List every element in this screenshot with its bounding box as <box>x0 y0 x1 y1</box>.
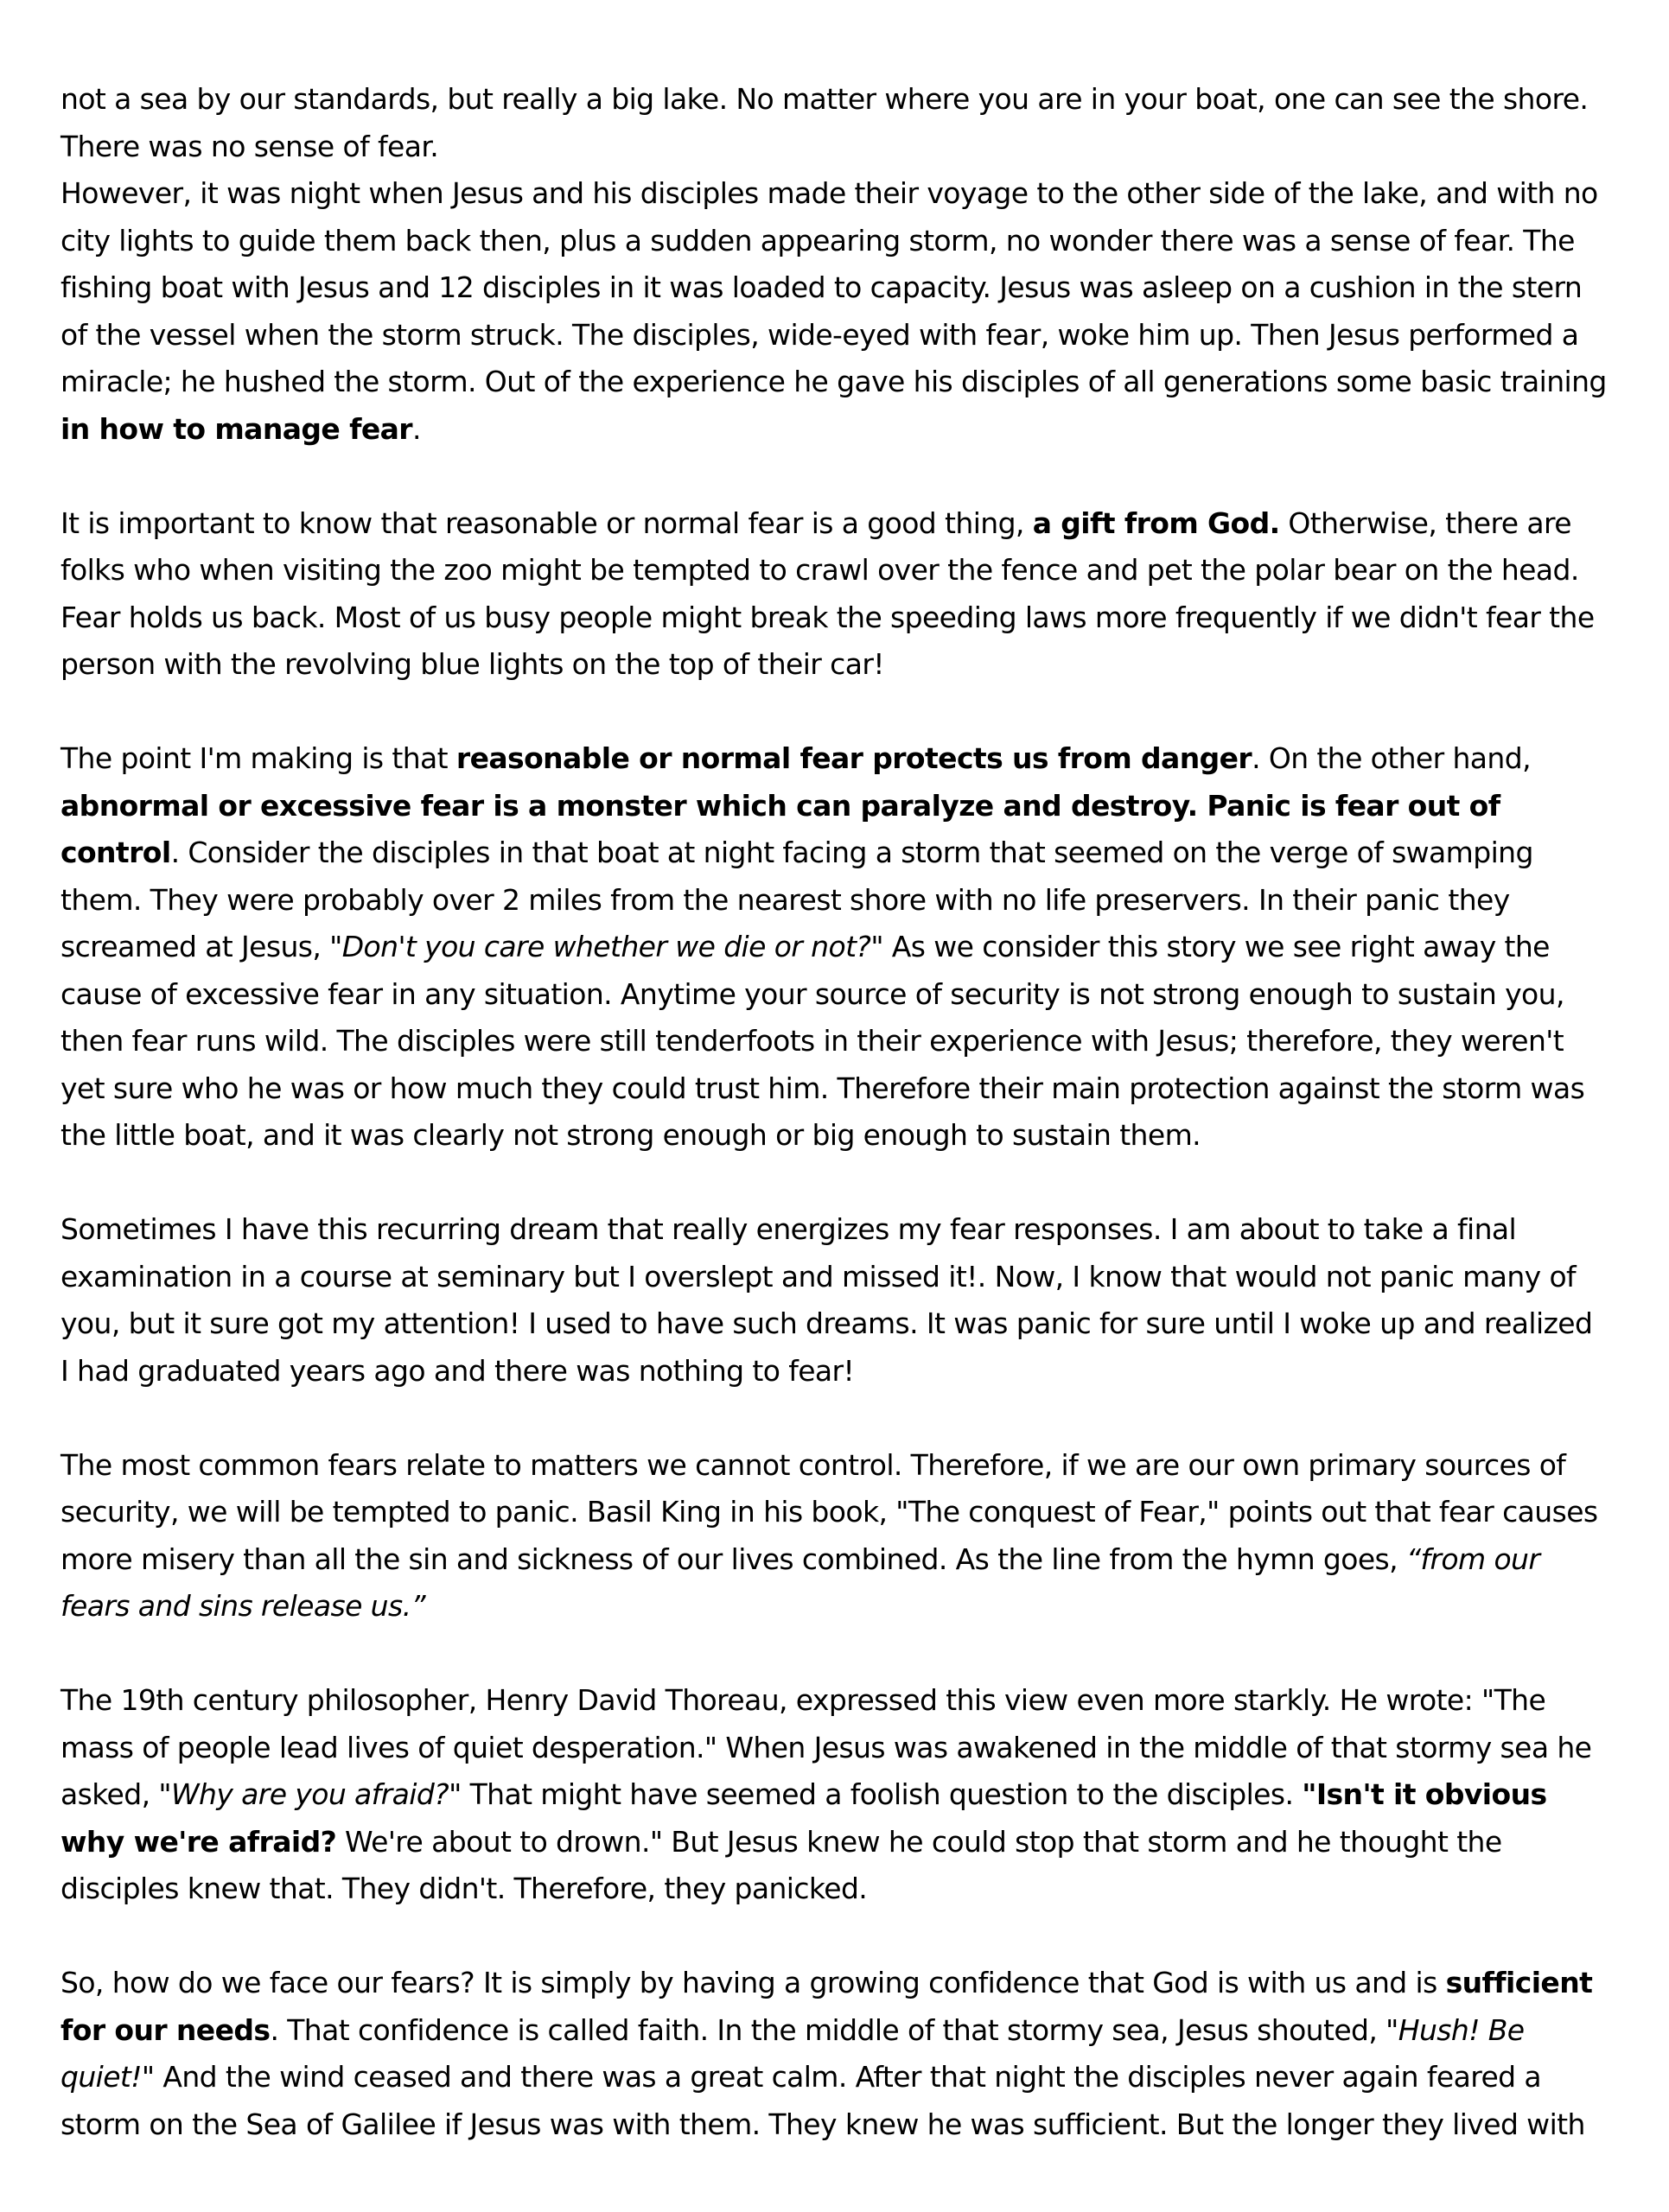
paragraph-2 <box>61 170 1608 453</box>
bold-text-run: abnormal or excessive fear is a monster which can paralyze and destroy. Panic is fear out of control <box>61 788 1500 869</box>
text-run: It is important to know that reasonable or normal fear is a good thing, <box>61 505 1033 540</box>
text-run: not a sea by our standards, but really a big lake. No matter where you are in your boat, one can see the shore. There was no sense of fear. <box>61 82 1589 163</box>
bold-text-run: "Isn't it obvious why we're afraid? <box>61 1777 1547 1859</box>
text-run: The most common fears relate to matters we cannot control. Therefore, if we are our own primary sources of security, we will be tempted to panic. Basil King in his book, "The conquest of Fear," points out that fear causes more misery than all the sin and sickness of our lives combined. As the line from the hymn goes, <box>61 1447 1598 1576</box>
text-run: We're about to drown." But Jesus knew he could stop that storm and he thought the disciples knew that. They didn't. Therefore, they panicked. <box>61 1824 1502 1905</box>
bold-text-run: a gift from God. <box>1032 505 1280 540</box>
paragraph-4 <box>61 735 1608 1160</box>
text-run: So, how do we face our fears? It is simply by having a growing confidence that God is with us and is <box>61 1966 1446 1999</box>
italic-text-run: "Hush! Be quiet!" <box>61 2012 1525 2094</box>
text-run: . That confidence is called faith. In the middle of that stormy sea, Jesus shouted, <box>270 2012 1386 2047</box>
bold-text-run: sufficient for our needs <box>61 1966 1593 2047</box>
paragraph-7 <box>61 1677 1608 1913</box>
text-run: Otherwise, there are folks who when visiting the zoo might be tempted to crawl over the fence and pet the polar bear on the head. Fear holds us back. Most of us busy people might break the speeding laws more frequently if we didn't fear the person with the revolving blue lights on the top of their car! <box>61 505 1595 681</box>
text-run: Sometimes I have this recurring dream that really energizes my fear responses. I am about to take a final examination in a course at seminary but I overslept and missed it!. Now, I know that would not panic many of you, but it sure got my attention! I used to have such dreams. It was panic for sure until I woke up and realized I had graduated years ago and there was nothing to fear! <box>61 1212 1593 1388</box>
text-run: However, it was night when Jesus and his disciples made their voyage to the other side of the lake, and with no city lights to guide them back then, plus a sudden appearing storm, no wonder there was a sense of fear. The fishing boat with Jesus and 12 disciples in it was loaded to capacity. Jesus was asleep on a cushion in the stern of the vessel when the storm struck. The disciples, wide-eyed with fear, woke him up. Then Jesus performed a miracle; he hushed the storm. Out of the experience he gave his disciples of all generations some basic training <box>61 176 1607 398</box>
paragraph-3 <box>61 500 1608 689</box>
text-run: . Consider the disciples in that boat at night facing a storm that seemed on the verge of swamping them. They were probably over 2 miles from the nearest shore with no life preservers. In their panic they screamed at Jesus, <box>61 836 1533 963</box>
text-run: As we consider this story we see right away the cause of excessive fear in any situation. Anytime your source of security is not strong enough to sustain you, then fear runs wild. The disciples were still tenderfoots in their experience with Jesus; therefore, they weren't yet sure who he was or how much they could trust him. Therefore their main protection against the storm was the little boat, and it was clearly not strong enough or big enough to sustain them. <box>61 930 1585 1152</box>
paragraph-1 <box>61 76 1608 170</box>
text-run: That might have seemed a foolish question to the disciples. <box>461 1777 1303 1811</box>
bold-text-run: in how to manage fear <box>61 411 412 446</box>
italic-text-run: “from our fears and sins release us.” <box>61 1541 1540 1623</box>
text-run: The point I'm making is that <box>61 741 456 775</box>
text-run: . On the other hand, <box>1252 741 1531 775</box>
italic-text-run: "Don't you care whether we die or not?" <box>329 930 883 963</box>
text-run: The 19th century philosopher, Henry David Thoreau, expressed this view even more starkly. He wrote: "The mass of people lead lives of quiet desperation." When Jesus was awakened in the middle of that stormy sea he asked, <box>61 1683 1592 1811</box>
italic-text-run: "Why are you afraid?" <box>158 1777 462 1811</box>
paragraph-6 <box>61 1442 1608 1630</box>
text-run: And the wind ceased and there was a great calm. After that night the disciples never again feared a storm on the Sea of Galilee if Jesus was with them. They knew he was sufficient. But the longer they lived with <box>61 2060 1585 2141</box>
bold-text-run: reasonable or normal fear protects us from danger <box>455 741 1252 775</box>
paragraph-8 <box>61 1960 1608 2148</box>
text-run: . <box>411 411 421 446</box>
paragraph-5 <box>61 1206 1608 1395</box>
